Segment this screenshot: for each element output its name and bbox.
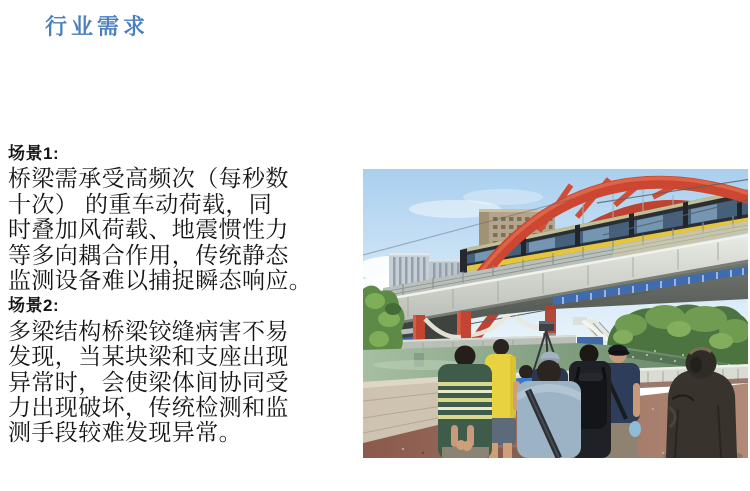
text-line: 等多向耦合作用，传统静态 [8, 241, 289, 268]
text-line: 时叠加风荷载、地震惯性力 [8, 216, 289, 243]
text-line: 发现，当某块梁和支座出现 [8, 343, 289, 370]
text-line: 十次） 的重车动荷载，同 [8, 190, 273, 217]
scenario-text-block [8, 141, 360, 446]
text-line: 多梁结构桥梁铰缝病害不易 [8, 317, 289, 344]
text-line: 力出现破坏，传统检测和监 [8, 394, 289, 421]
scenario1-heading: 场景1: [8, 144, 60, 163]
text-line: 监测设备难以捕捉瞬态响应。 [8, 267, 313, 294]
text-line: 桥梁需承受高频次（每秒数 [8, 165, 289, 192]
scenario2-heading: 场景2: [8, 296, 60, 316]
text-line: 异常时，会使梁体间协同受 [8, 368, 289, 395]
page-title: 行业需求 [45, 14, 150, 39]
text-line: 测手段较难发现异常。 [8, 419, 242, 446]
bridge-photo [363, 169, 748, 458]
